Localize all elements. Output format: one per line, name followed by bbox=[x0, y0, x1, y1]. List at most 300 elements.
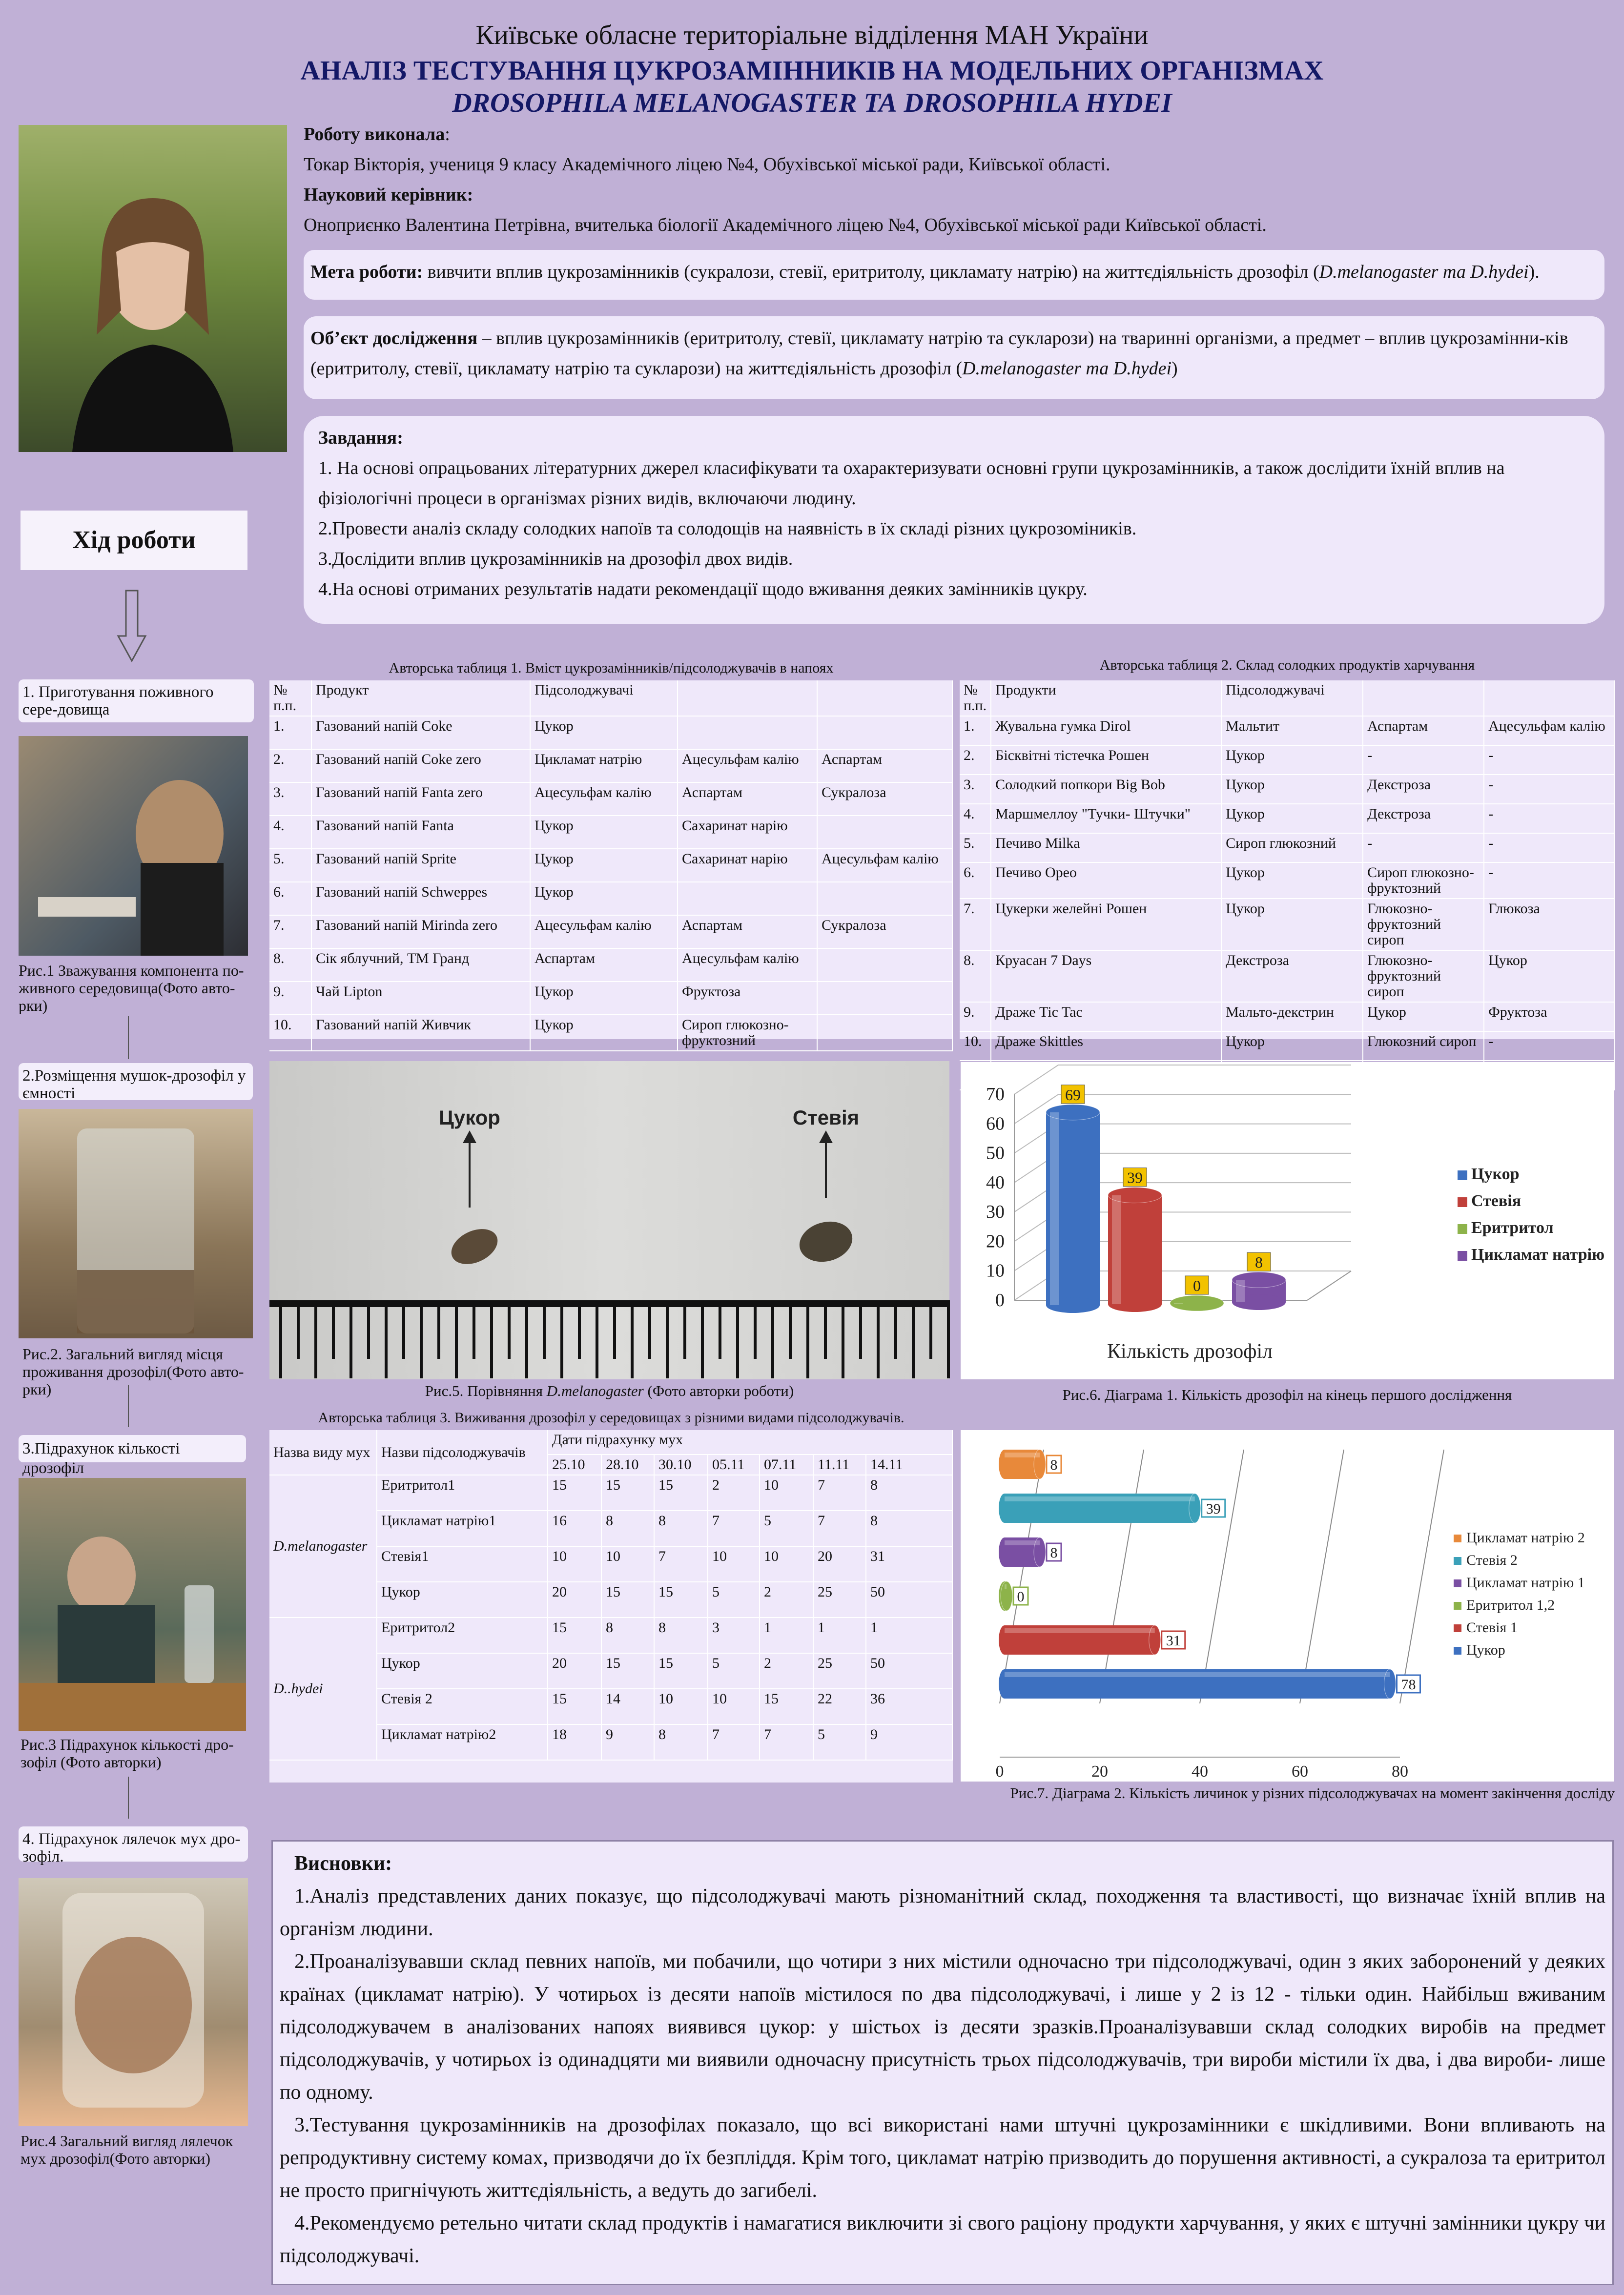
ruler-tick bbox=[771, 1300, 774, 1378]
arrowhead-icon bbox=[463, 1130, 476, 1143]
table-cell: 7 bbox=[654, 1546, 708, 1582]
legend-label: Стевія 2 bbox=[1466, 1552, 1518, 1568]
table-cell: Цукерки желейні Рошен bbox=[991, 899, 1221, 950]
ruler-tick bbox=[648, 1300, 651, 1359]
table-cell: Газований напій Coke bbox=[311, 716, 530, 749]
table-cell bbox=[817, 716, 952, 749]
ruler-tick bbox=[473, 1300, 475, 1359]
fig1-caption: Рис.1 Зважування компонента по-живного середовища(Фото авто-рки) bbox=[19, 962, 244, 1014]
fig7-chart bbox=[961, 1430, 1614, 1782]
table-cell: 10 bbox=[708, 1689, 760, 1724]
table-cell: 15 bbox=[760, 1689, 813, 1724]
table-cell: Круасан 7 Days bbox=[991, 950, 1221, 1002]
table-row bbox=[269, 915, 952, 948]
fig5-photo bbox=[269, 1061, 949, 1379]
table-cell: Аспартам bbox=[678, 915, 817, 948]
table-row bbox=[269, 1015, 952, 1051]
table-cell: Газований напій Schweppes bbox=[311, 882, 530, 915]
legend-label: Еритритол bbox=[1471, 1219, 1554, 1237]
species-cell: D.melanogaster bbox=[269, 1475, 377, 1618]
table-row bbox=[960, 833, 1614, 862]
table-cell: Газований напій Mirinda zero bbox=[311, 915, 530, 948]
table-cell: 10 bbox=[548, 1546, 601, 1582]
legend-label: Цукор bbox=[1466, 1642, 1505, 1658]
table-header-row bbox=[960, 680, 1614, 716]
data-label: 8 bbox=[1050, 1457, 1058, 1473]
table-header-row bbox=[269, 1430, 952, 1455]
table-cell: Печиво Орео bbox=[991, 862, 1221, 899]
table-cell: 7 bbox=[708, 1724, 760, 1760]
table-cell: Цукор bbox=[377, 1582, 548, 1618]
table-cell: Цукор bbox=[1221, 899, 1363, 950]
ruler-tick bbox=[719, 1300, 721, 1359]
fig5-label-sugar: Цукор bbox=[439, 1106, 500, 1129]
task-item: 4.На основі отриманих результатів надати рекомендації щодо вживання деяких замінників цукру. bbox=[318, 579, 1088, 599]
table-cell: Цукор bbox=[530, 816, 678, 849]
table-cell: Цукор bbox=[1363, 1002, 1484, 1031]
portrait-illustration bbox=[19, 125, 287, 452]
table-cell: 8 bbox=[601, 1511, 654, 1546]
date-header: 05.11 bbox=[708, 1455, 760, 1475]
down-arrow-icon bbox=[117, 590, 146, 663]
table-cell: Еритритол2 bbox=[377, 1618, 548, 1653]
legend-label: Цикламат натрію 2 bbox=[1466, 1530, 1585, 1546]
table-cell: Мальто-декстрин bbox=[1221, 1002, 1363, 1031]
goal-text: вивчити вплив цукрозамінників (сукралози, стевії, еритритолу, цикламату натрію) на життєдіяльність дрозофіл ( bbox=[423, 262, 1319, 282]
legend-swatch bbox=[1454, 1535, 1461, 1542]
table-cell: 1. bbox=[960, 716, 991, 745]
table-cell: Драже Tic Tac bbox=[991, 1002, 1221, 1031]
table-row bbox=[960, 716, 1614, 745]
table-row bbox=[269, 849, 952, 882]
table-cell: 7 bbox=[760, 1724, 813, 1760]
table-cell: Печиво Milka bbox=[991, 833, 1221, 862]
fly-sugar-icon bbox=[446, 1222, 503, 1271]
authors-block: Роботу виконала: Токар Вікторія, учениця 9 класу Академічного ліцею №4, Обухівської міської ради, Київської області. Науковий керівник: Оноприєнко Валентина Петрівна, вчителька біології Академічного ліцею №4, Обухівської міської ради Київської області. bbox=[304, 119, 1597, 240]
table-cell: 5. bbox=[269, 849, 311, 882]
table-cell: 9 bbox=[601, 1724, 654, 1760]
y-tick-label: 60 bbox=[986, 1113, 1005, 1134]
photo-counting bbox=[19, 1478, 246, 1731]
goal-label: Мета роботи: bbox=[310, 262, 423, 282]
table-cell: Ацесульфам калію bbox=[530, 782, 678, 816]
table-cell bbox=[817, 680, 952, 716]
object-end: ) bbox=[1172, 358, 1178, 379]
bar-highlight bbox=[1050, 1112, 1059, 1305]
conclusions-title: Висновки: bbox=[294, 1852, 392, 1875]
table-cell: 2. bbox=[269, 749, 311, 782]
table-cell: 36 bbox=[866, 1689, 952, 1724]
legend-swatch bbox=[1458, 1251, 1467, 1261]
task-item: 3.Дослідити вплив цукрозамінників на дрозофіл двох видів. bbox=[318, 549, 793, 569]
performed-text: Токар Вікторія, учениця 9 класу Академічного ліцею №4, Обухівської міської ради, Київської області. bbox=[304, 154, 1110, 175]
data-label: 8 bbox=[1050, 1545, 1058, 1561]
table-cell: - bbox=[1484, 804, 1614, 833]
table-cell: 8. bbox=[960, 950, 991, 1002]
photo-weighing-illustration bbox=[19, 736, 248, 956]
table-cell: 10. bbox=[960, 1031, 991, 1061]
ruler-tick bbox=[877, 1300, 880, 1378]
x-tick-label: 0 bbox=[995, 1762, 1004, 1781]
ruler-tick bbox=[894, 1300, 897, 1359]
table-row bbox=[960, 1002, 1614, 1031]
table-cell: 1 bbox=[813, 1618, 866, 1653]
table-cell: 10 bbox=[760, 1546, 813, 1582]
title-line-2: DROSOPHILA MELANOGASTER ТА DROSOPHILA HYDEI bbox=[452, 88, 1172, 118]
legend-label: Еритритол 1,2 bbox=[1466, 1597, 1555, 1613]
organization-title: Київське обласне територіальне відділення МАН України bbox=[475, 20, 1149, 50]
table-cell: 50 bbox=[866, 1582, 952, 1618]
table-cell bbox=[817, 1015, 952, 1051]
table-cell bbox=[817, 982, 952, 1015]
table-cell: 5 bbox=[708, 1582, 760, 1618]
ruler-tick bbox=[806, 1300, 809, 1378]
table-cell: Цукор bbox=[1221, 862, 1363, 899]
table-cell: Ацесульфам калію bbox=[530, 915, 678, 948]
date-header: 07.11 bbox=[760, 1455, 813, 1475]
table-cell: 31 bbox=[866, 1546, 952, 1582]
table-cell: Цукор bbox=[1221, 745, 1363, 775]
table-cell: Декстроза bbox=[1363, 804, 1484, 833]
table-cell: 9. bbox=[269, 982, 311, 1015]
table-cell: - bbox=[1363, 833, 1484, 862]
conclusion-item: 4.Рекомендуємо ретельно читати склад продуктів і намагатися виключити зі свого раціону продукти харчування, у яких є штучні замінники цукру чи підсолоджувачі. bbox=[280, 2212, 1605, 2267]
table-cell: 15 bbox=[548, 1689, 601, 1724]
conclusions-box bbox=[271, 1840, 1614, 2285]
table-cell: 15 bbox=[654, 1475, 708, 1511]
table-cell: 50 bbox=[866, 1653, 952, 1689]
fig5-caption-post: (Фото авторки роботи) bbox=[643, 1382, 794, 1399]
table-cell: Газований напій Coke zero bbox=[311, 749, 530, 782]
data-label: 31 bbox=[1166, 1633, 1181, 1649]
table-cell: Аспартам bbox=[530, 948, 678, 982]
column-header: Назва виду мух bbox=[269, 1430, 377, 1475]
table-cell: 5 bbox=[760, 1511, 813, 1546]
table-cell: Цукор bbox=[530, 1015, 678, 1051]
legend-label: Стевія 1 bbox=[1466, 1619, 1518, 1636]
table-cell: Цукор bbox=[530, 882, 678, 915]
x-tick-label: 80 bbox=[1392, 1762, 1408, 1781]
task-item: 2.Провести аналіз складу солодких напоїв та солодощів на наявність в їх складі різних цукрозоміників. bbox=[318, 518, 1137, 539]
ruler-tick bbox=[367, 1300, 370, 1359]
table-cell: Глюкозно-фруктозний сироп bbox=[1363, 899, 1484, 950]
bar-highlight bbox=[1005, 1453, 1040, 1457]
table-row bbox=[960, 950, 1614, 1002]
grid-line bbox=[1000, 1450, 1044, 1703]
table-cell: 2 bbox=[760, 1653, 813, 1689]
legend-swatch bbox=[1458, 1170, 1467, 1180]
table-cell: 2 bbox=[708, 1475, 760, 1511]
data-label: 8 bbox=[1255, 1253, 1263, 1271]
workflow-step-2: 2.Розміщення мушок-дрозофіл у ємності bbox=[19, 1063, 253, 1100]
conclusion-item: 1.Аналіз представлених даних показує, що підсолоджувачі мають різноманітний склад, походження та властивості, що визначає їхній вплив на організм людини. bbox=[280, 1885, 1605, 1940]
goal-end: ). bbox=[1528, 262, 1540, 282]
table-row bbox=[269, 716, 952, 749]
table-cell: 6. bbox=[269, 882, 311, 915]
fig5-label-stevia: Стевія bbox=[792, 1106, 860, 1129]
table-cell: - bbox=[1484, 862, 1614, 899]
ruler-tick bbox=[613, 1300, 616, 1359]
table-cell: - bbox=[1484, 1031, 1614, 1061]
grid-line bbox=[1400, 1450, 1444, 1703]
ruler-tick bbox=[683, 1300, 686, 1359]
table-cell: 8. bbox=[269, 948, 311, 982]
y-tick-label: 50 bbox=[986, 1143, 1005, 1164]
table-cell: Цукор bbox=[377, 1653, 548, 1689]
ruler-tick bbox=[736, 1300, 739, 1378]
table-cell: Солодкий попкори Big Bob bbox=[991, 775, 1221, 804]
table-cell: 25 bbox=[813, 1582, 866, 1618]
conclusion-item: 2.Проаналізувавши склад певних напоїв, ми побачили, що чотири з них містили одночасно три підсолоджувачі, один з яких заборонений у деяких країнах (цикламат натрію). У чотирьох із десяти напоїв містилося по два підсолоджувачі, і лише у 2 із 12 - тільки один. Найбільш вживаним підсолоджувачем в аналізованих напоях виявився цукор: у шістьох із десяти зразків.Проаналізувавши склад солодких виробів на предмет підсолоджувачів, у чотирьох із одинадцяти ми виявили одночасну присутність трьох підсолоджувачів, три вироби містили їх два, і два вироби- лише по одному. bbox=[280, 1950, 1605, 2104]
table-cell: Цикламат натрію1 bbox=[377, 1511, 548, 1546]
photo-container bbox=[19, 1109, 253, 1338]
table1-grid bbox=[269, 680, 953, 1051]
performed-label: Роботу виконала bbox=[304, 124, 445, 144]
supervisor-label: Науковий керівник: bbox=[304, 184, 473, 205]
table-row bbox=[960, 775, 1614, 804]
ruler-tick bbox=[789, 1300, 792, 1359]
table-cell bbox=[678, 882, 817, 915]
table-cell: 5. bbox=[960, 833, 991, 862]
table-header-row bbox=[269, 680, 952, 716]
data-label: 69 bbox=[1065, 1086, 1081, 1104]
table-cell: 15 bbox=[601, 1653, 654, 1689]
object-species: D.melanogaster та D.hydei bbox=[962, 358, 1172, 379]
photo-counting-illustration bbox=[19, 1478, 246, 1731]
table-cell: Мальтит bbox=[1221, 716, 1363, 745]
table-cell: 8 bbox=[866, 1511, 952, 1546]
ruler-tick bbox=[701, 1300, 704, 1378]
table-cell bbox=[817, 816, 952, 849]
y-tick-label: 70 bbox=[986, 1084, 1005, 1105]
table-cell: 8 bbox=[654, 1724, 708, 1760]
poster-title bbox=[0, 55, 1624, 119]
table-cell: Цукор bbox=[530, 849, 678, 882]
table-cell: 8 bbox=[601, 1618, 654, 1653]
y-tick-label: 30 bbox=[986, 1202, 1005, 1223]
table-cell: Бісквітні тістечка Рошен bbox=[991, 745, 1221, 775]
fig5-caption bbox=[269, 1382, 949, 1400]
data-label: 39 bbox=[1127, 1168, 1143, 1187]
table-cell bbox=[817, 948, 952, 982]
table1 bbox=[269, 680, 953, 1048]
table-cell: Сахаринат нарію bbox=[678, 816, 817, 849]
ruler-tick bbox=[947, 1300, 950, 1378]
table-cell: Продукти bbox=[991, 680, 1221, 716]
table-cell: Маршмеллоу "Тучки- Штучки" bbox=[991, 804, 1221, 833]
table1-caption: Авторська таблиця 1. Вміст цукрозамінників/підсолоджувачів в напоях bbox=[389, 660, 834, 676]
ruler-tick bbox=[666, 1300, 669, 1378]
table-cell: Ацесульфам калію bbox=[1484, 716, 1614, 745]
table-row bbox=[269, 749, 952, 782]
table-row bbox=[269, 882, 952, 915]
table-cell: Цукор bbox=[1484, 950, 1614, 1002]
table-cell: Жувальна гумка Dirol bbox=[991, 716, 1221, 745]
ruler-tick bbox=[455, 1300, 458, 1378]
workflow-step-4: 4. Підрахунок лялечок мух дро-зофіл. bbox=[19, 1826, 248, 1862]
table-cell: 15 bbox=[548, 1475, 601, 1511]
table-cell: 10 bbox=[601, 1546, 654, 1582]
table-cell: Цукор bbox=[1221, 1031, 1363, 1061]
ruler-tick bbox=[824, 1300, 827, 1359]
table2-grid bbox=[960, 680, 1615, 1090]
fig5-caption-species: D.melanogaster bbox=[546, 1382, 644, 1399]
supervisor-text: Оноприєнко Валентина Петрівна, вчителька біології Академічного ліцею №4, Обухівської міської ради Київської області. bbox=[304, 215, 1267, 235]
ruler-tick bbox=[912, 1300, 915, 1378]
table-cell: 5 bbox=[708, 1653, 760, 1689]
table-cell: 3. bbox=[269, 782, 311, 816]
data-label: 0 bbox=[1017, 1589, 1025, 1605]
table-cell: Еритритол1 bbox=[377, 1475, 548, 1511]
tasks-box bbox=[304, 416, 1604, 624]
table-cell: 10. bbox=[269, 1015, 311, 1051]
y-tick-label: 20 bbox=[986, 1231, 1005, 1252]
floor-line bbox=[1307, 1271, 1351, 1300]
connector-line bbox=[128, 1016, 129, 1059]
table-cell: 4. bbox=[960, 804, 991, 833]
grid-line bbox=[1100, 1450, 1144, 1703]
legend-swatch bbox=[1454, 1557, 1461, 1565]
y-tick-label: 0 bbox=[995, 1290, 1005, 1311]
table-cell: Газований напій Fanta zero bbox=[311, 782, 530, 816]
ruler-tick bbox=[297, 1300, 300, 1359]
goal-box bbox=[304, 250, 1604, 300]
table-cell: Фруктоза bbox=[678, 982, 817, 1015]
fly-stevia-icon bbox=[795, 1216, 857, 1268]
table-cell: - bbox=[1484, 833, 1614, 862]
table-cell: 7. bbox=[960, 899, 991, 950]
table-cell: 22 bbox=[813, 1689, 866, 1724]
table-cell: 8 bbox=[866, 1475, 952, 1511]
table-cell: 15 bbox=[601, 1582, 654, 1618]
table-cell: Стевія1 bbox=[377, 1546, 548, 1582]
ruler-bar bbox=[269, 1300, 949, 1307]
table-cell: Сироп глюкозний bbox=[1221, 833, 1363, 862]
ruler-tick bbox=[560, 1300, 563, 1378]
table-cell: № п.п. bbox=[960, 680, 991, 716]
legend-label: Цукор bbox=[1471, 1165, 1520, 1183]
bar-highlight bbox=[1005, 1672, 1390, 1677]
goal-species: D.melanogaster та D.hydei bbox=[1319, 262, 1529, 282]
workflow-title: Хід роботи bbox=[21, 511, 247, 570]
table-cell: Декстроза bbox=[1363, 775, 1484, 804]
ruler-tick bbox=[578, 1300, 581, 1359]
ruler-tick bbox=[508, 1300, 511, 1359]
table-cell: Підсолоджувачі bbox=[1221, 680, 1363, 716]
table-cell: 20 bbox=[548, 1582, 601, 1618]
fig7-caption: Рис.7. Діаграма 2. Кількість личинок у різних підсолоджувачах на момент закінчення досліду bbox=[1010, 1784, 1615, 1802]
table-cell: 10 bbox=[708, 1546, 760, 1582]
x-tick-label: 20 bbox=[1091, 1762, 1108, 1781]
table-cell bbox=[678, 716, 817, 749]
date-header: 28.10 bbox=[601, 1455, 654, 1475]
table-cell: - bbox=[1484, 775, 1614, 804]
table-row bbox=[269, 982, 952, 1015]
table-row bbox=[269, 948, 952, 982]
object-box bbox=[304, 316, 1604, 399]
table-cell: 9. bbox=[960, 1002, 991, 1031]
fig3-caption: Рис.3 Підрахунок кількості дро-зофіл (Фото авторки) bbox=[21, 1736, 234, 1771]
table-cell: 2 bbox=[760, 1582, 813, 1618]
table-cell: 1 bbox=[760, 1618, 813, 1653]
table-cell: Драже Skittles bbox=[991, 1031, 1221, 1061]
legend-swatch bbox=[1454, 1647, 1461, 1655]
table-cell: 6. bbox=[960, 862, 991, 899]
table-row bbox=[269, 816, 952, 849]
table-row bbox=[960, 804, 1614, 833]
table-cell: Цукор bbox=[1221, 804, 1363, 833]
object-label: Об’єкт дослідження bbox=[310, 328, 478, 348]
table-cell bbox=[817, 882, 952, 915]
table-cell bbox=[678, 680, 817, 716]
table-cell: Цикламат натрію bbox=[530, 749, 678, 782]
y-tick-label: 10 bbox=[986, 1260, 1005, 1281]
table-cell: 18 bbox=[548, 1724, 601, 1760]
table-cell: 1. bbox=[269, 716, 311, 749]
chart1-svg bbox=[961, 1062, 1614, 1379]
bar-highlight bbox=[1174, 1303, 1183, 1304]
ruler-tick bbox=[332, 1300, 335, 1359]
table-cell: 15 bbox=[654, 1582, 708, 1618]
ruler-tick bbox=[490, 1300, 493, 1378]
data-label: 39 bbox=[1206, 1501, 1221, 1517]
table-cell: Ацесульфам калію bbox=[678, 948, 817, 982]
table-cell: 1 bbox=[866, 1618, 952, 1653]
data-label: 0 bbox=[1193, 1277, 1201, 1294]
table-row bbox=[960, 899, 1614, 950]
table-cell: 20 bbox=[548, 1653, 601, 1689]
table-cell: Ацесульфам калію bbox=[817, 849, 952, 882]
fig6-caption: Рис.6. Діаграма 1. Кількість дрозофіл на кінець першого дослідження bbox=[1062, 1386, 1512, 1403]
legend-swatch bbox=[1454, 1602, 1461, 1610]
legend-swatch bbox=[1458, 1197, 1467, 1207]
bar-highlight bbox=[1236, 1280, 1245, 1302]
legend-swatch bbox=[1454, 1624, 1461, 1632]
ruler-tick bbox=[631, 1300, 634, 1378]
table-cell: 20 bbox=[813, 1546, 866, 1582]
task-item: 1. На основі опрацьованих літературних джерел класифікувати та охарактеризувати основні групи цукрозамінників, а також дослідити їхній вплив на фізіологічні процеси в організмах різних видів, включаючи людину. bbox=[318, 458, 1505, 509]
table2-caption: Авторська таблиця 2. Склад солодких продуктів харчування bbox=[1099, 657, 1475, 673]
table-cell: Сироп глюкозно-фруктозний bbox=[1363, 862, 1484, 899]
table-cell: 15 bbox=[601, 1475, 654, 1511]
table-cell: 25 bbox=[813, 1653, 866, 1689]
table-cell: Сік яблучний, ТМ Гранд bbox=[311, 948, 530, 982]
legend-swatch bbox=[1458, 1224, 1467, 1234]
ruler-tick bbox=[402, 1300, 405, 1359]
table-cell: 5 bbox=[813, 1724, 866, 1760]
table-cell: 3. bbox=[960, 775, 991, 804]
ruler-tick bbox=[420, 1300, 423, 1378]
photo-container-illustration bbox=[19, 1109, 253, 1338]
table-cell: Стевія 2 bbox=[377, 1689, 548, 1724]
table3-grid bbox=[269, 1430, 953, 1761]
table-row bbox=[960, 1031, 1614, 1061]
table-cell: Цикламат натрію2 bbox=[377, 1724, 548, 1760]
ruler-tick bbox=[437, 1300, 440, 1359]
column-header: Дати підрахунку мух bbox=[548, 1430, 952, 1455]
table-cell: Сукралоза bbox=[817, 782, 952, 816]
grid-line bbox=[1300, 1450, 1344, 1703]
species-cell: D..hydei bbox=[269, 1618, 377, 1760]
title-line-1: АНАЛІЗ ТЕСТУВАННЯ ЦУКРОЗАМІННИКІВ НА МОДЕЛЬНИХ ОРГАНІЗМАХ bbox=[300, 56, 1324, 86]
fig4-caption: Рис.4 Загальний вигляд лялечок мух дрозофіл(Фото авторки) bbox=[21, 2132, 233, 2167]
date-header: 30.10 bbox=[654, 1455, 708, 1475]
table-cell: 15 bbox=[548, 1618, 601, 1653]
table-row bbox=[960, 745, 1614, 775]
table-row bbox=[960, 862, 1614, 899]
table-cell: Глюкоза bbox=[1484, 899, 1614, 950]
table-cell: 10 bbox=[654, 1689, 708, 1724]
